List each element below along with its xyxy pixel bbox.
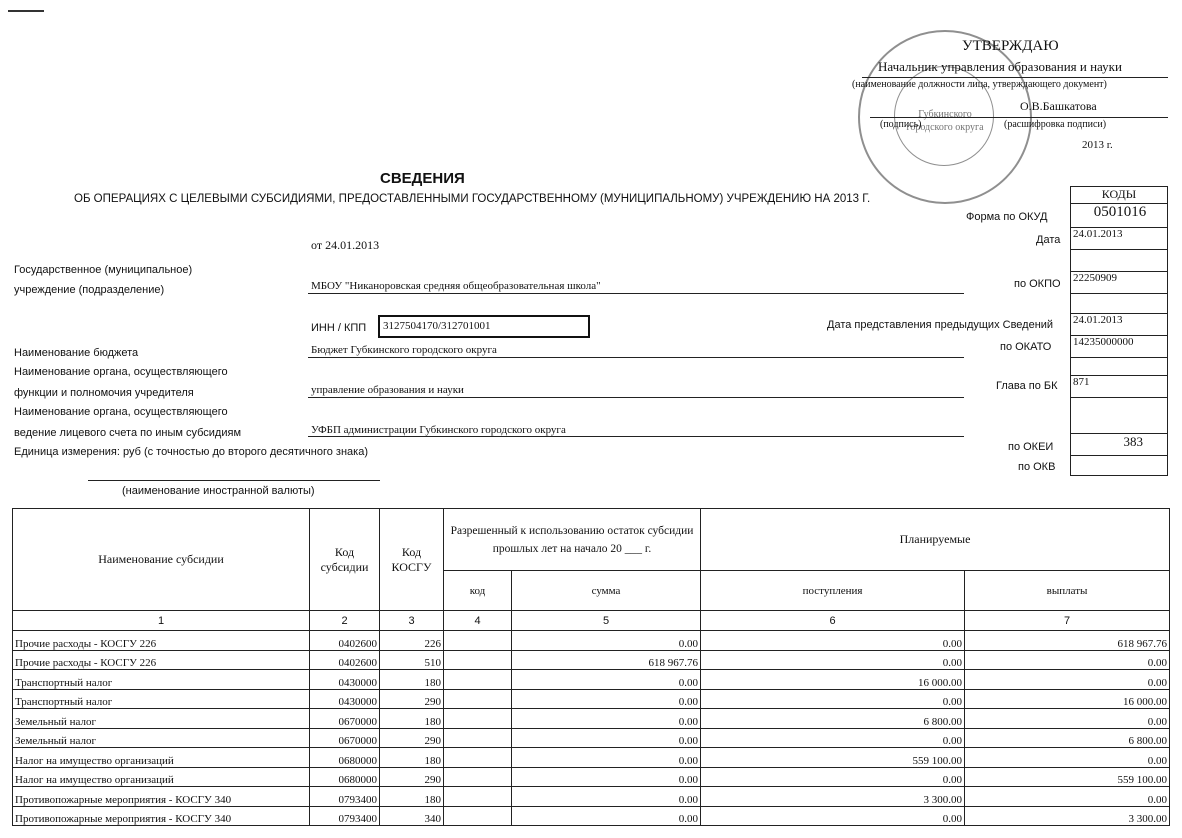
cell-name: Налог на имущество организаций: [13, 767, 310, 787]
codes-blank-4: [1070, 398, 1168, 434]
cell-sum: 0.00: [512, 709, 701, 729]
cell-name: Налог на имущество организаций: [13, 748, 310, 768]
col-num-5: 5: [512, 611, 701, 631]
cell-out: 3 300.00: [965, 806, 1170, 826]
cell-kosgu: 290: [380, 689, 444, 709]
table-row: [13, 631, 1170, 651]
table-row: [13, 650, 1170, 670]
institution-value: МБОУ "Никаноровская средняя общеобразовательная школа": [311, 280, 601, 292]
approval-position: Начальник управления образования и науки: [878, 59, 1122, 74]
cell-kod: [444, 748, 512, 768]
table-row: [13, 748, 1170, 768]
cell-kod: [444, 709, 512, 729]
cell-code: 0402600: [310, 631, 380, 651]
col-num-6: 6: [701, 611, 965, 631]
document-subtitle: ОБ ОПЕРАЦИЯХ С ЦЕЛЕВЫМИ СУБСИДИЯМИ, ПРЕДОСТАВЛЕННЫМИ ГОСУДАРСТВЕННОМУ (МУНИЦИПАЛЬНОМУ) УЧРЕЖДЕНИЮ НА 2013 Г.: [74, 193, 871, 205]
cell-kosgu: 180: [380, 670, 444, 690]
cell-in: 0.00: [701, 631, 965, 651]
inn-label: ИНН / КПП: [311, 322, 367, 334]
institution-label-2: учреждение (подразделение): [14, 284, 165, 296]
cell-name: Транспортный налог: [13, 689, 310, 709]
col-num-7: 7: [965, 611, 1170, 631]
account-label-1: Наименование органа, осуществляющего: [14, 406, 228, 418]
cell-kosgu: 180: [380, 787, 444, 807]
cell-kod: [444, 631, 512, 651]
budget-label: Наименование бюджета: [14, 347, 139, 359]
codes-heading: КОДЫ: [1070, 186, 1168, 204]
cell-kod: [444, 670, 512, 690]
cell-kod: [444, 767, 512, 787]
bk-value: 871: [1070, 376, 1168, 398]
account-label-2: ведение лицевого счета по иным субсидиям: [14, 427, 242, 439]
th-allowed: Разрешенный к использованию остаток субсидии прошлых лет на начало 20 ___ г.: [444, 509, 701, 571]
cell-kod: [444, 806, 512, 826]
cell-code: 0793400: [310, 806, 380, 826]
unit-label: Единица измерения: руб (с точностью до второго десятичного знака): [14, 446, 368, 458]
founder-label-1: Наименование органа, осуществляющего: [14, 366, 228, 378]
date-line: от 24.01.2013: [311, 238, 380, 252]
cell-code: 0793400: [310, 787, 380, 807]
cell-sum: 0.00: [512, 787, 701, 807]
budget-value: Бюджет Губкинского городского округа: [311, 344, 497, 356]
date-label: Дата: [1036, 234, 1061, 246]
table-row: [13, 806, 1170, 826]
currency-caption: (наименование иностранной валюты): [122, 485, 315, 497]
prev-date-label: Дата представления предыдущих Сведений: [827, 319, 1054, 331]
th-kod: код: [444, 571, 512, 611]
cell-out: 559 100.00: [965, 767, 1170, 787]
cell-in: 16 000.00: [701, 670, 965, 690]
scan-mark: [8, 10, 44, 12]
cell-name: Противопожарные мероприятия - КОСГУ 340: [13, 806, 310, 826]
col-num-4: 4: [444, 611, 512, 631]
approval-title: УТВЕРЖДАЮ: [962, 38, 1059, 54]
cell-kod: [444, 787, 512, 807]
cell-code: 0670000: [310, 728, 380, 748]
founder-label-2: функции и полномочия учредителя: [14, 387, 194, 399]
cell-name: Противопожарные мероприятия - КОСГУ 340: [13, 787, 310, 807]
cell-name: Земельный налог: [13, 728, 310, 748]
cell-in: 0.00: [701, 728, 965, 748]
cell-in: 559 100.00: [701, 748, 965, 768]
cell-name: Прочие расходы - КОСГУ 226: [13, 650, 310, 670]
cell-kosgu: 180: [380, 748, 444, 768]
th-kosgu: Код КОСГУ: [380, 509, 444, 611]
cell-in: 0.00: [701, 650, 965, 670]
col-num-1: 1: [13, 611, 310, 631]
cell-out: 16 000.00: [965, 689, 1170, 709]
cell-sum: 0.00: [512, 806, 701, 826]
cell-code: 0430000: [310, 689, 380, 709]
table-row: [13, 728, 1170, 748]
cell-kosgu: 290: [380, 728, 444, 748]
okato-value: 14235000000: [1070, 336, 1168, 358]
cell-sum: 618 967.76: [512, 650, 701, 670]
cell-out: 0.00: [965, 748, 1170, 768]
founder-value: управление образования и науки: [311, 384, 464, 396]
cell-code: 0680000: [310, 767, 380, 787]
stamp-text: Губкинского городского округа: [906, 109, 984, 133]
table-row: [13, 689, 1170, 709]
cell-sum: 0.00: [512, 728, 701, 748]
table-row: [13, 670, 1170, 690]
cell-out: 0.00: [965, 650, 1170, 670]
cell-in: 0.00: [701, 689, 965, 709]
account-value: УФБП администрации Губкинского городского округа: [311, 424, 566, 436]
cell-out: 618 967.76: [965, 631, 1170, 651]
cell-in: 0.00: [701, 806, 965, 826]
col-num-3: 3: [380, 611, 444, 631]
document-title: СВЕДЕНИЯ: [380, 170, 465, 187]
th-in: поступления: [701, 571, 965, 611]
approval-position-caption: (наименование должности лица, утверждающего документ): [852, 79, 1107, 90]
cell-kosgu: 226: [380, 631, 444, 651]
codes-blank-1: [1070, 250, 1168, 272]
cell-kosgu: 290: [380, 767, 444, 787]
table-row: [13, 787, 1170, 807]
prev-date-value: 24.01.2013: [1070, 314, 1168, 336]
cell-name: Земельный налог: [13, 709, 310, 729]
cell-name: Транспортный налог: [13, 670, 310, 690]
th-sum: сумма: [512, 571, 701, 611]
cell-sum: 0.00: [512, 631, 701, 651]
codes-blank-3: [1070, 358, 1168, 376]
subsidies-table: [12, 508, 1170, 826]
table-row: [13, 767, 1170, 787]
okato-label: по ОКАТО: [1000, 341, 1052, 353]
cell-out: 6 800.00: [965, 728, 1170, 748]
okei-value: 383: [1070, 434, 1168, 456]
okv-label: по ОКВ: [1018, 461, 1056, 473]
cell-sum: 0.00: [512, 670, 701, 690]
cell-kosgu: 510: [380, 650, 444, 670]
inn-value: 3127504170/312701001: [378, 315, 590, 338]
cell-code: 0680000: [310, 748, 380, 768]
col-num-2: 2: [310, 611, 380, 631]
th-code: Код субсидии: [310, 509, 380, 611]
okpo-value: 22250909: [1070, 272, 1168, 294]
cell-kod: [444, 728, 512, 748]
cell-kod: [444, 650, 512, 670]
signature-caption: (подпись): [880, 119, 922, 130]
cell-out: 0.00: [965, 787, 1170, 807]
okud-value: 0501016: [1070, 203, 1168, 228]
cell-name: Прочие расходы - КОСГУ 226: [13, 631, 310, 651]
cell-sum: 0.00: [512, 767, 701, 787]
cell-out: 0.00: [965, 670, 1170, 690]
cell-kosgu: 340: [380, 806, 444, 826]
okud-label: Форма по ОКУД: [966, 211, 1048, 223]
date-value: 24.01.2013: [1070, 228, 1168, 250]
th-name: Наименование субсидии: [13, 509, 310, 611]
cell-code: 0670000: [310, 709, 380, 729]
cell-code: 0430000: [310, 670, 380, 690]
cell-in: 6 800.00: [701, 709, 965, 729]
codes-blank-2: [1070, 294, 1168, 314]
th-out: выплаты: [965, 571, 1170, 611]
th-planned: Планируемые: [701, 509, 1170, 571]
cell-sum: 0.00: [512, 748, 701, 768]
okpo-label: по ОКПО: [1014, 278, 1061, 290]
institution-label-1: Государственное (муниципальное): [14, 264, 193, 276]
cell-sum: 0.00: [512, 689, 701, 709]
cell-in: 0.00: [701, 767, 965, 787]
cell-out: 0.00: [965, 709, 1170, 729]
approval-signer: О.В.Башкатова: [1020, 99, 1097, 113]
cell-in: 3 300.00: [701, 787, 965, 807]
approval-date: 2013 г.: [1082, 139, 1113, 151]
bk-label: Глава по БК: [996, 380, 1058, 392]
okv-value: [1070, 456, 1168, 476]
cell-code: 0402600: [310, 650, 380, 670]
okei-label: по ОКЕИ: [1008, 441, 1054, 453]
column-numbers-row: [13, 611, 1170, 631]
table-row: [13, 709, 1170, 729]
cell-kosgu: 180: [380, 709, 444, 729]
cell-kod: [444, 689, 512, 709]
decode-caption: (расшифровка подписи): [1004, 119, 1107, 130]
